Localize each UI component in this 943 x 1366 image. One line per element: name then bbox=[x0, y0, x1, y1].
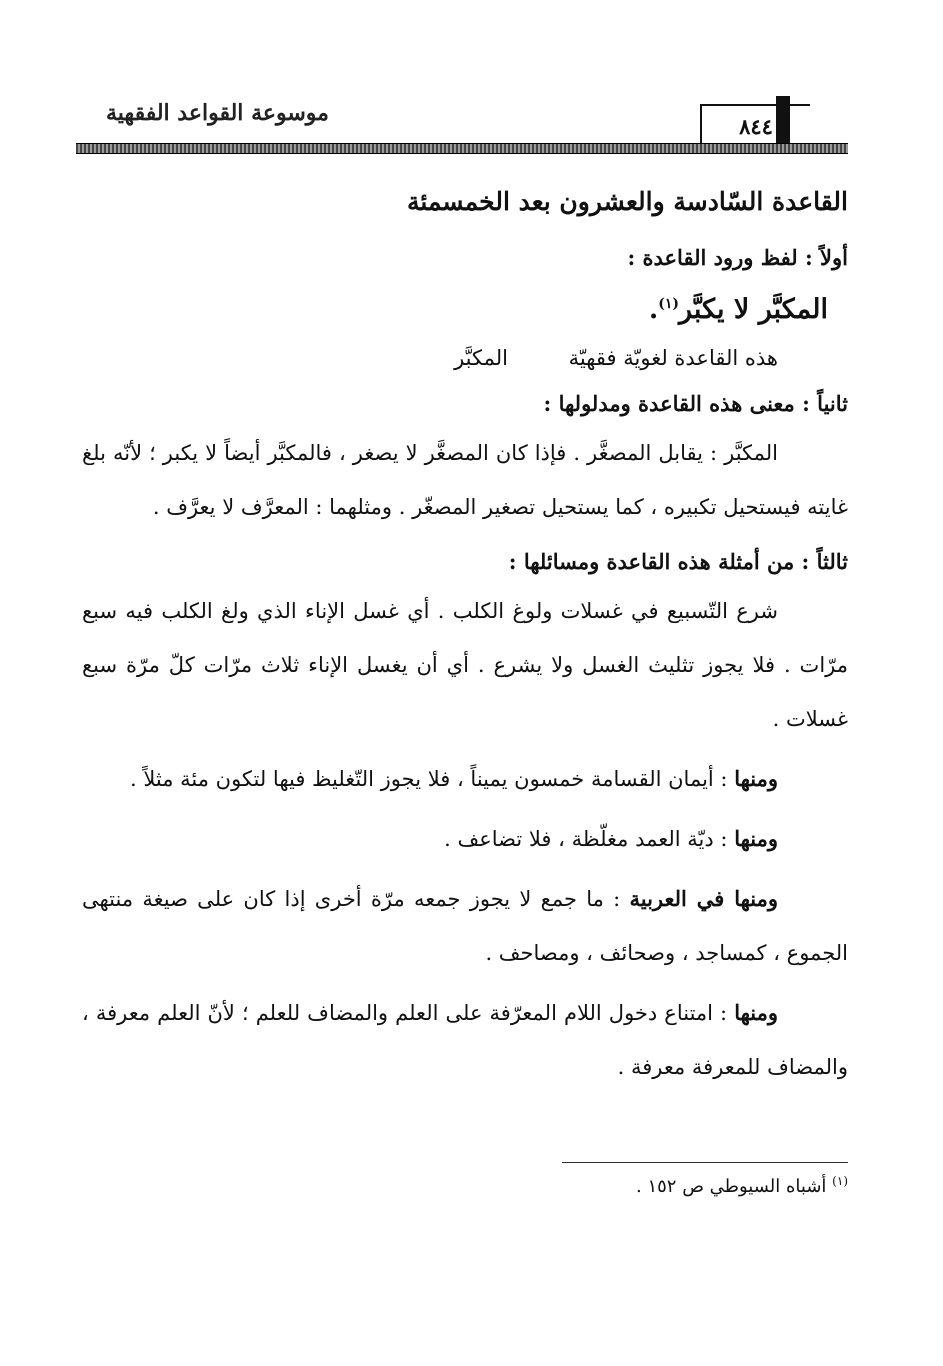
rule-title: القاعدة السّادسة والعشرون بعد الخمسمئة bbox=[407, 187, 848, 216]
rule-keyword: المكبَّر bbox=[454, 346, 508, 370]
rule-period: . bbox=[648, 294, 659, 325]
example-lead: ومنها في العربية bbox=[629, 886, 778, 911]
meaning-paragraph: المكبَّر : يقابل المصغَّر . فإذا كان المصغَّر لا يصغر ، فالمكبَّر أيضاً لا يكبر ؛ لأنّه بلغ غايته فيستحيل تكبيره ، كما يستحيل تصغير المصغّر . ومثلهما : المعرَّف لا يعرَّف . bbox=[82, 441, 848, 519]
example-paragraph-5 bbox=[82, 986, 848, 1094]
footnote-mark: (١) bbox=[832, 1174, 848, 1188]
example-paragraph-3 bbox=[82, 812, 848, 866]
section-heading-meaning: ثانياً : معنى هذه القاعدة ومدلولها : bbox=[543, 391, 848, 416]
example-text: : ما جمع لا يجوز جمعه مرّة أخرى إذا كان على صيغة منتهى الجموع ، كمساجد ، وصحائف ، ومصاحف . bbox=[82, 887, 848, 965]
example-lead: ومنها bbox=[734, 766, 778, 791]
example-text: : ديّة العمد مغلّظة ، فلا تضاعف . bbox=[444, 827, 735, 851]
rule-category: هذه القاعدة لغويّة فقهيّة bbox=[568, 346, 778, 370]
rule-classification bbox=[82, 334, 848, 382]
footnote-separator bbox=[562, 1162, 848, 1163]
example-lead: ومنها bbox=[734, 1000, 778, 1025]
page-content bbox=[82, 180, 848, 1100]
footnote bbox=[636, 1174, 848, 1197]
example-paragraph-4 bbox=[82, 872, 848, 980]
section-heading-examples: ثالثاً : من أمثلة هذه القاعدة ومسائلها : bbox=[508, 549, 848, 574]
section-heading-wording: أولاً : لفظ ورود القاعدة : bbox=[627, 245, 848, 270]
example-paragraph-1: شرع التّسبيع في غسلات ولوغ الكلب . أي غسل الإناء الذي ولغ الكلب فيه سبع مرّات . فلا يجوز تثليث الغسل ولا يشرع . أي أن يغسل الإناء ثلاث مرّات كلّ مرّة سبع غسلات . bbox=[82, 599, 848, 731]
book-title: موسوعة القواعد الفقهية bbox=[106, 100, 329, 126]
rule-statement bbox=[82, 280, 848, 334]
rule-text: المكبَّر لا يكبَّر bbox=[679, 294, 828, 325]
header-rule bbox=[76, 143, 848, 154]
example-paragraph-2 bbox=[82, 752, 848, 806]
footnote-text: أشباه السيوطي ص ١٥٢ . bbox=[636, 1176, 827, 1197]
example-lead: ومنها bbox=[734, 826, 778, 851]
example-text: : امتناع دخول اللام المعرّفة على العلم والمضاف للعلم ؛ لأنّ العلم معرفة ، والمضاف للمعرفة معرفة . bbox=[82, 1001, 848, 1079]
page-header bbox=[76, 88, 848, 158]
footnote-reference[interactable]: (١) bbox=[658, 296, 680, 312]
page-number: ٨٤٤ bbox=[700, 104, 810, 146]
example-text: : أيمان القسامة خمسون يميناً ، فلا يجوز التّغليظ فيها لتكون مئة مثلاً . bbox=[129, 767, 735, 791]
